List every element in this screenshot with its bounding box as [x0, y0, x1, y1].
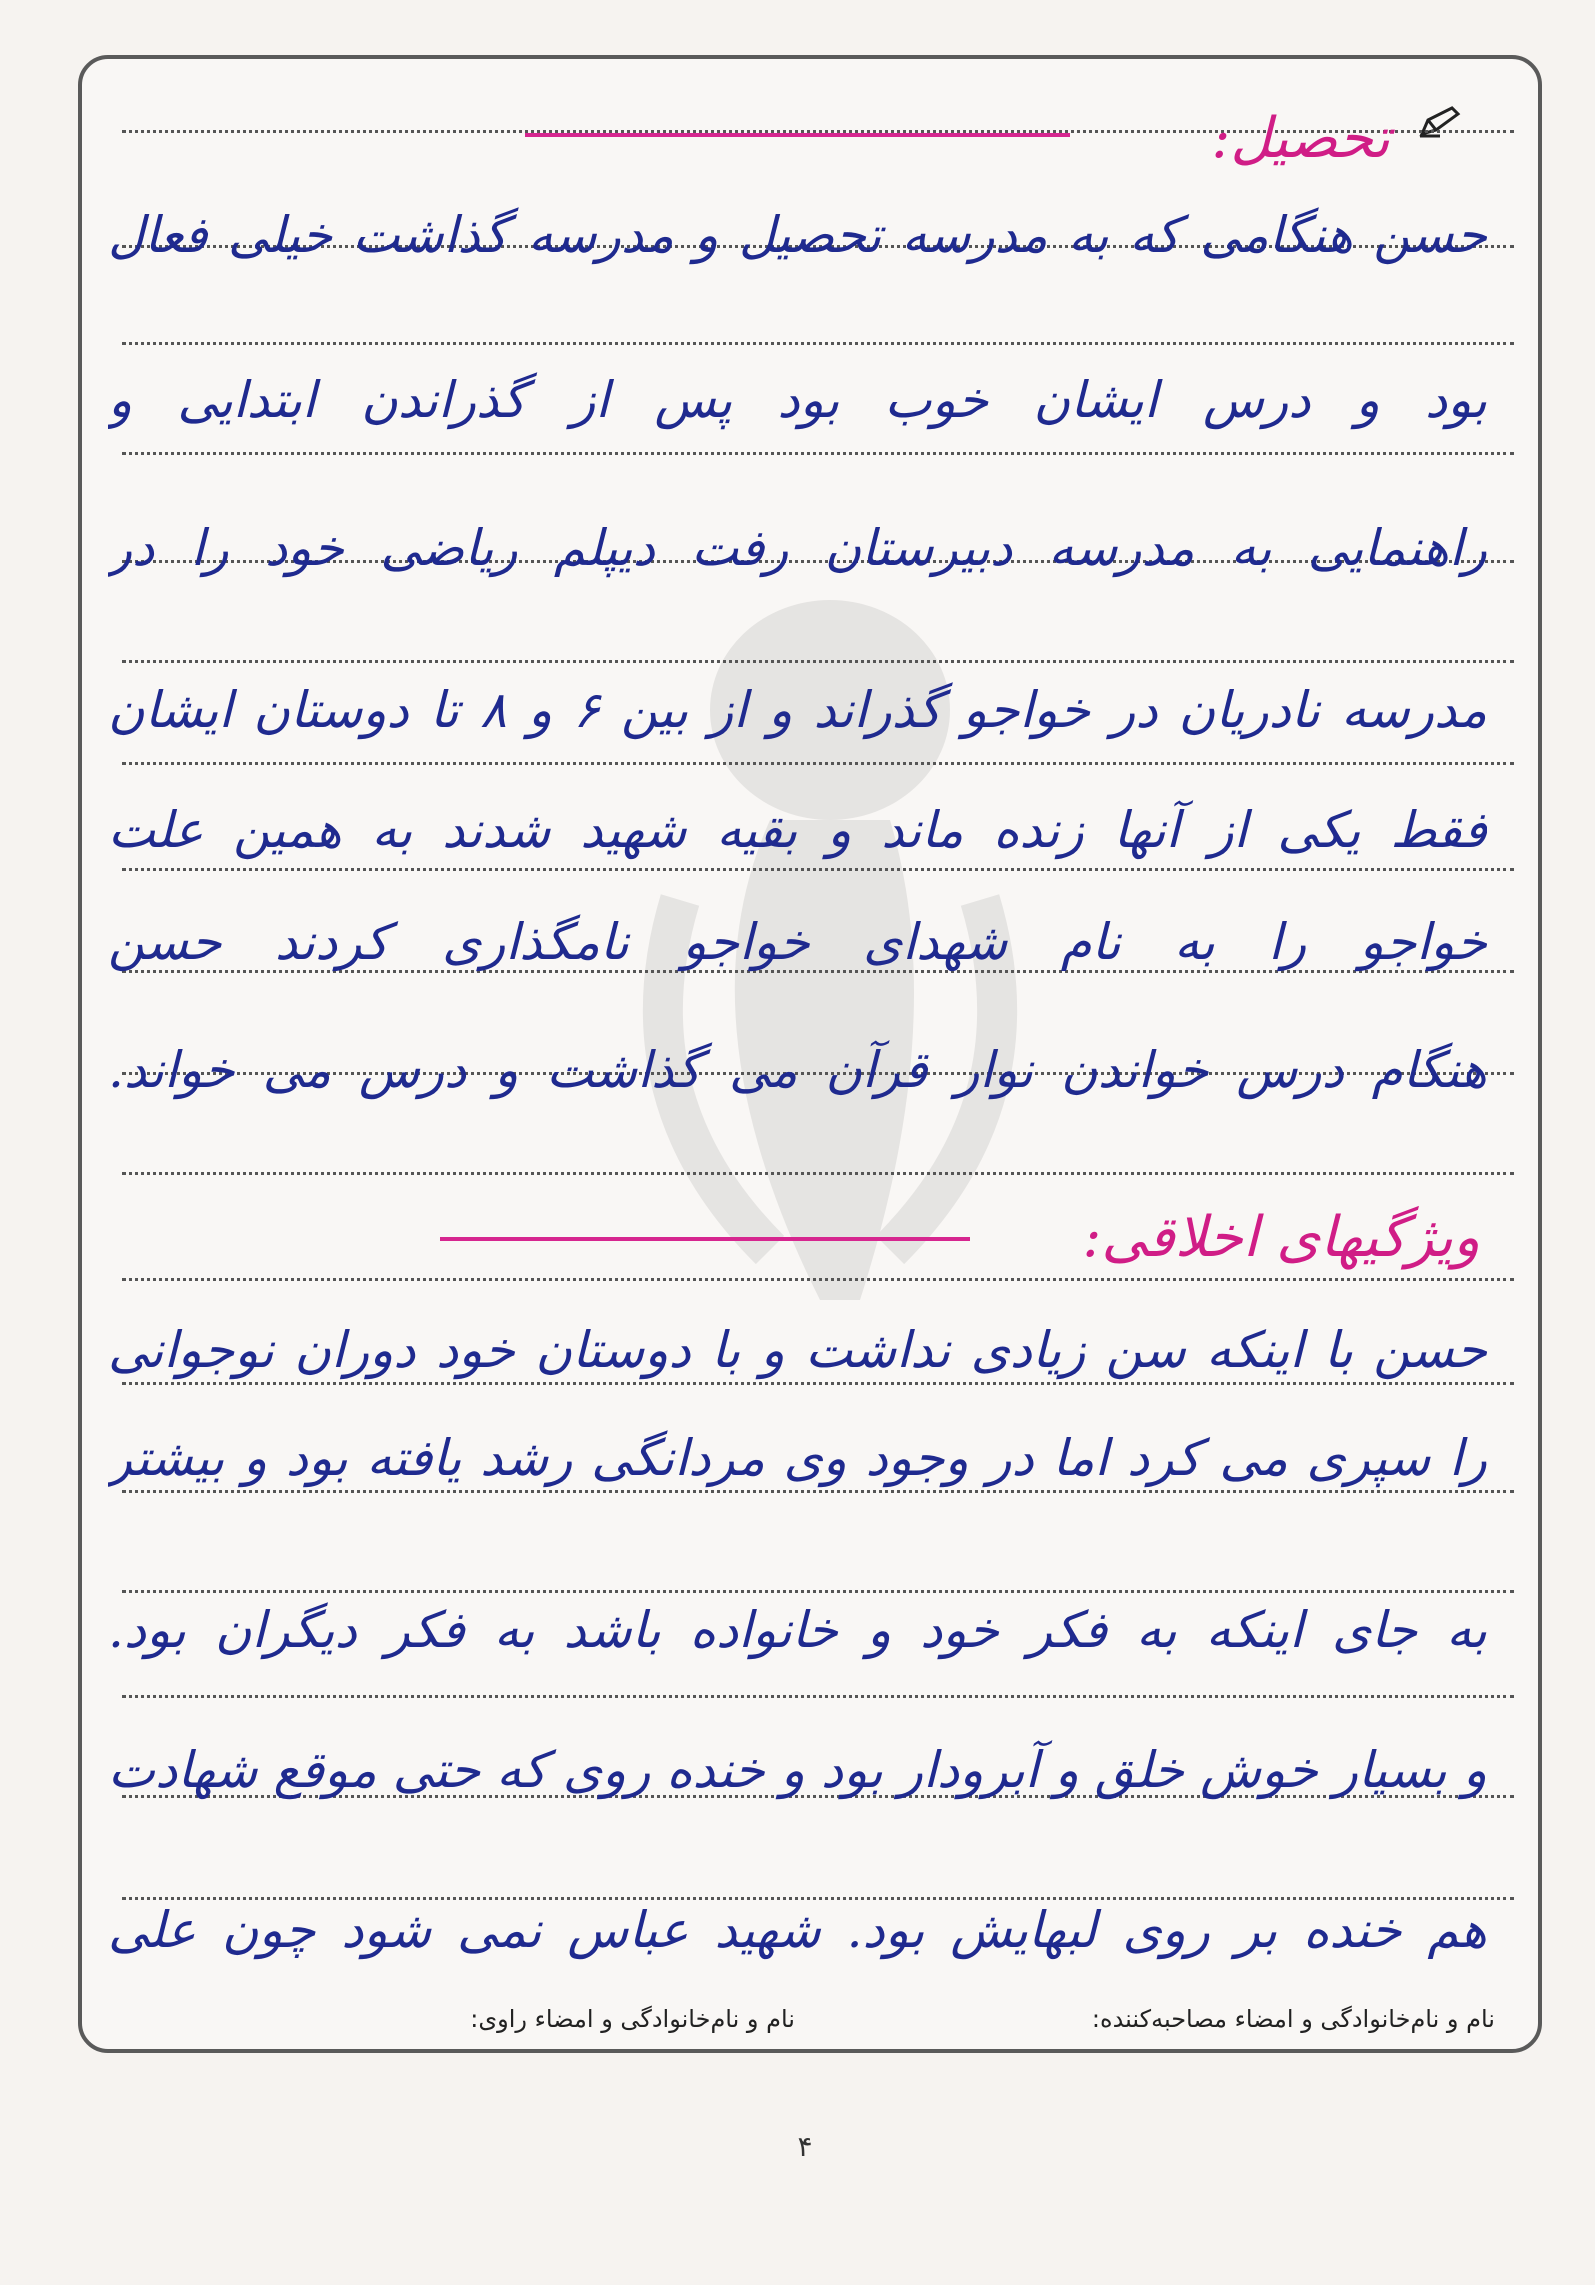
page-number: ۴: [797, 2130, 813, 2163]
handwritten-line: به جای اینکه به فکر خود و خانواده باشد به فکر دیگران بود.: [108, 1601, 1487, 1659]
handwritten-line: خواجو را به نام شهدای خواجو نامگذاری کردند حسن: [108, 913, 1487, 971]
handwritten-line: بود و درس ایشان خوب بود پس از گذراندن ابتدایی و: [108, 371, 1487, 429]
ruled-line: [122, 1172, 1514, 1175]
ruled-line: [122, 762, 1514, 765]
ruled-line: [122, 1382, 1514, 1385]
handwritten-line: هم خنده بر روی لبهایش بود. شهید عباس نمی شود چون علی: [108, 1901, 1487, 1959]
handwritten-line: هنگام درس خواندن نوار قرآن می گذاشت و درس می خواند.: [108, 1041, 1487, 1099]
narrator-signature-label: نام و نام‌خانوادگی و امضاء راوی:: [470, 2005, 795, 2033]
ruled-line: [122, 1278, 1514, 1281]
ruled-line: [122, 452, 1514, 455]
ruled-line: [122, 1490, 1514, 1493]
handwritten-line: فقط یکی از آنها زنده ماند و بقیه شهید شدند به همین علت: [108, 801, 1487, 859]
ruled-line: [122, 660, 1514, 663]
handwritten-line: حسن هنگامی که به مدرسه تحصیل و مدرسه گذاشت خیلی فعال: [108, 206, 1487, 264]
ruled-line: [122, 1695, 1514, 1698]
handwritten-line: را سپری می کرد اما در وجود وی مردانگی رشد یافته بود و بیشتر: [108, 1429, 1487, 1487]
interviewer-signature-label: نام و نام‌خانوادگی و امضاء مصاحبه‌کننده:: [1091, 2005, 1495, 2033]
handwritten-line: حسن با اینکه سن زیادی نداشت و با دوستان خود دوران نوجوانی: [108, 1321, 1487, 1379]
ruled-line: [122, 342, 1514, 345]
handwritten-line: راهنمایی به مدرسه دبیرستان رفت دیپلم ریاضی خود را در: [108, 519, 1487, 577]
heading-underline: [440, 1237, 970, 1241]
section-heading-education: تحصیل:: [1211, 106, 1390, 171]
ruled-line: [122, 868, 1514, 871]
handwritten-line: و بسیار خوش خلق و آبرودار بود و خنده روی که حتی موقع شهادت: [108, 1741, 1487, 1799]
heading-underline: [525, 133, 1070, 137]
section-heading-moral-traits: ویژگیهای اخلاقی:: [1082, 1205, 1480, 1270]
ruled-line: [122, 1590, 1514, 1593]
handwritten-line: مدرسه نادریان در خواجو گذراند و از بین ۶ و ۸ تا دوستان ایشان: [108, 681, 1487, 739]
